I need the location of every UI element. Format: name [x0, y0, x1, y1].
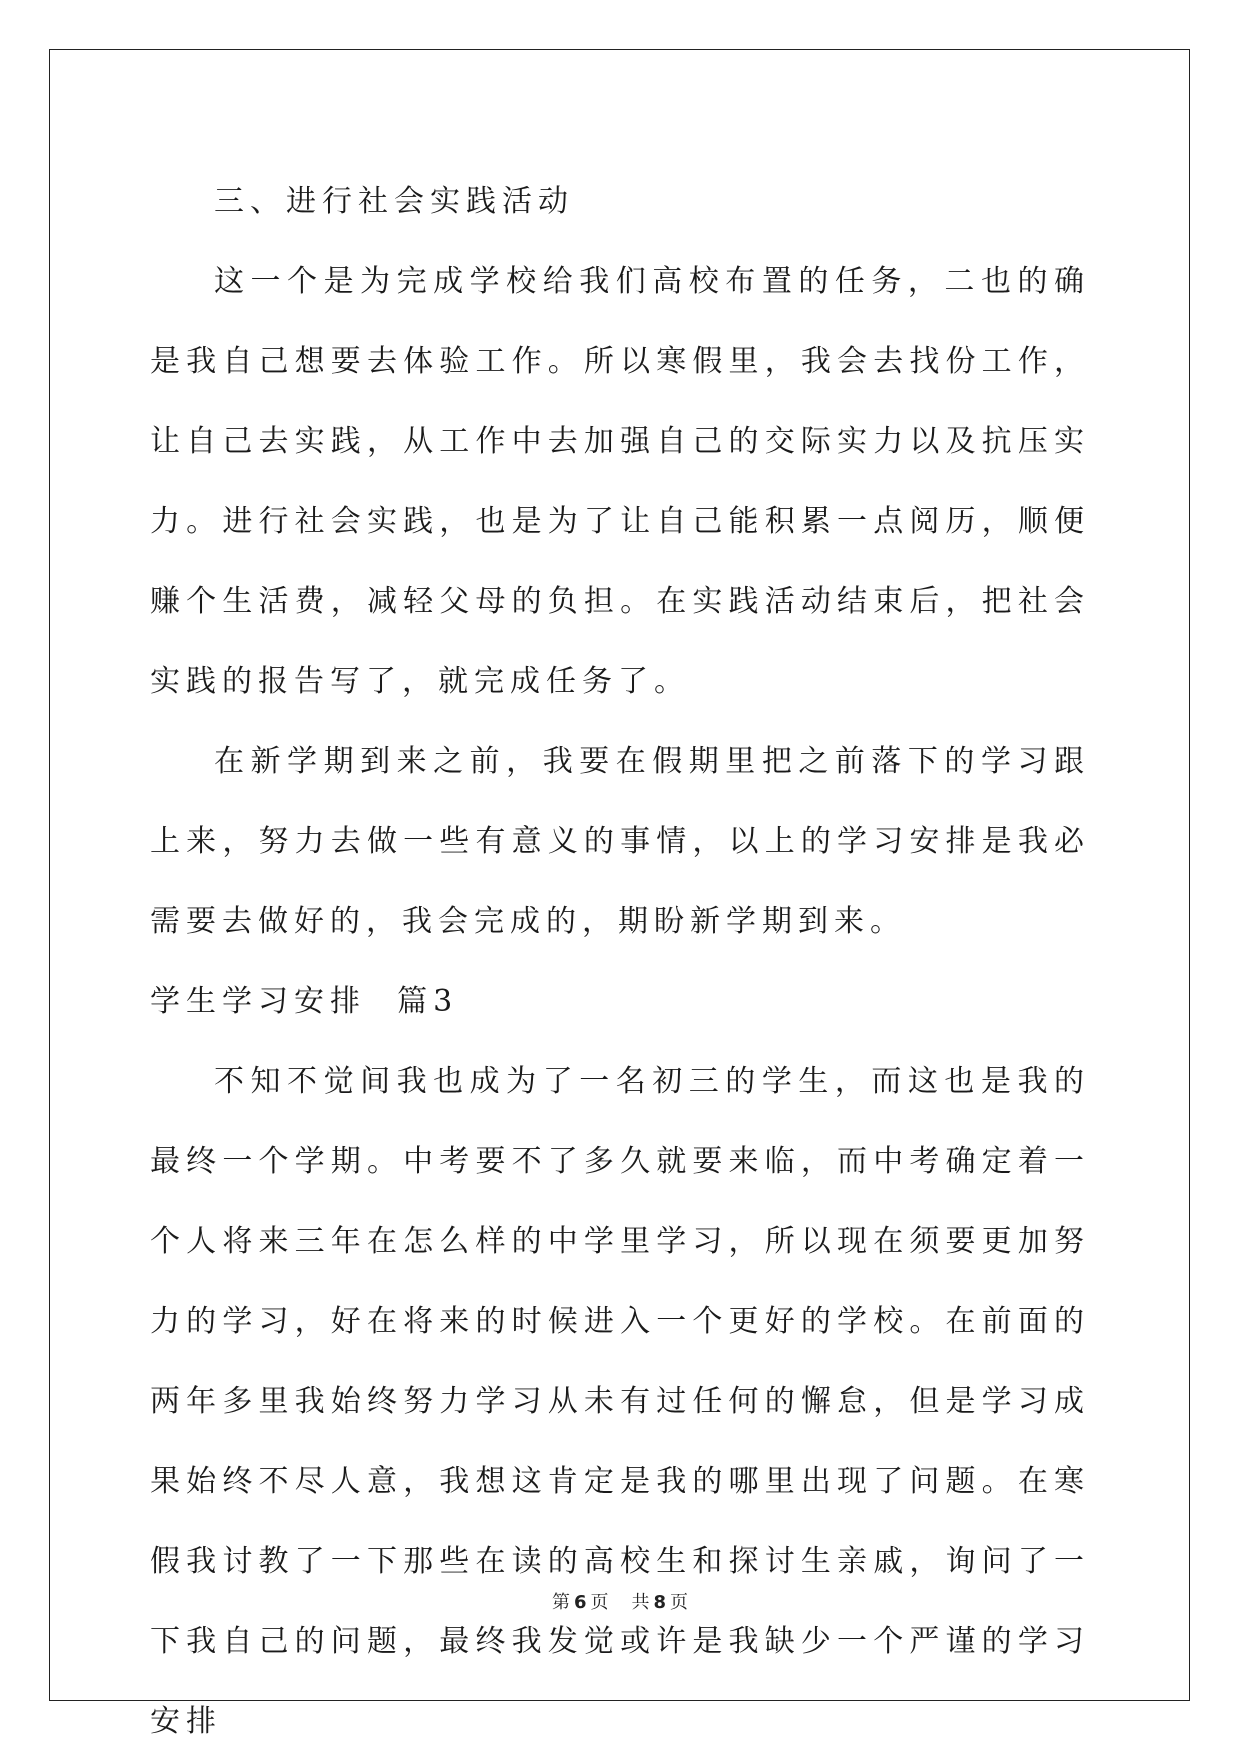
footer-prefix: 第 — [551, 1592, 571, 1613]
footer-total-unit: 页 — [670, 1592, 690, 1613]
paragraph: 在新学期到来之前，我要在假期里把之前落下的学习跟上来，努力去做一些有意义的事情，以上的学习安排是我必需要去做好的，我会完成的，期盼新学期到来。 — [150, 744, 1090, 939]
section-heading: 三、进行社会实践活动 — [214, 184, 574, 219]
paragraph: 不知不觉间我也成为了一名初三的学生，而这也是我的最终一个学期。中考要不了多久就要来临，而中考确定着一个人将来三年在怎么样的中学里学习，所以现在须要更加努力的学习，好在将来的时候进入一个更好的学校。在前面的两年多里我始终努力学习从未有过任何的懈怠，但是学习成果始终不尽人意，我想这肯定是我的哪里出现了问题。在寒假我讨教了一下那些在读的高校生和探讨生亲戚，询问了一下我自己的问题，最终我发觉或许是我缺少一个严谨的学习安排 — [150, 1064, 1090, 1739]
paragraph: 这一个是为完成学校给我们高校布置的任务，二也的确是我自己想要去体验工作。所以寒假里，我会去找份工作，让自己去实践，从工作中去加强自己的交际实力以及抗压实力。进行社会实践，也是为了让自己能积累一点阅历，顺便赚个生活费，减轻父母的负担。在实践活动结束后，把社会实践的报告写了，就完成任务了。 — [150, 264, 1090, 699]
footer-page-unit: 页 — [590, 1592, 610, 1613]
total-pages-number: 8 — [653, 1592, 668, 1613]
article-heading: 学生学习安排 篇3 — [150, 984, 459, 1019]
page-footer — [0, 1588, 1241, 1614]
current-page-number: 6 — [573, 1592, 588, 1613]
footer-total-prefix: 共 — [631, 1592, 651, 1613]
document-body — [150, 162, 1090, 1762]
